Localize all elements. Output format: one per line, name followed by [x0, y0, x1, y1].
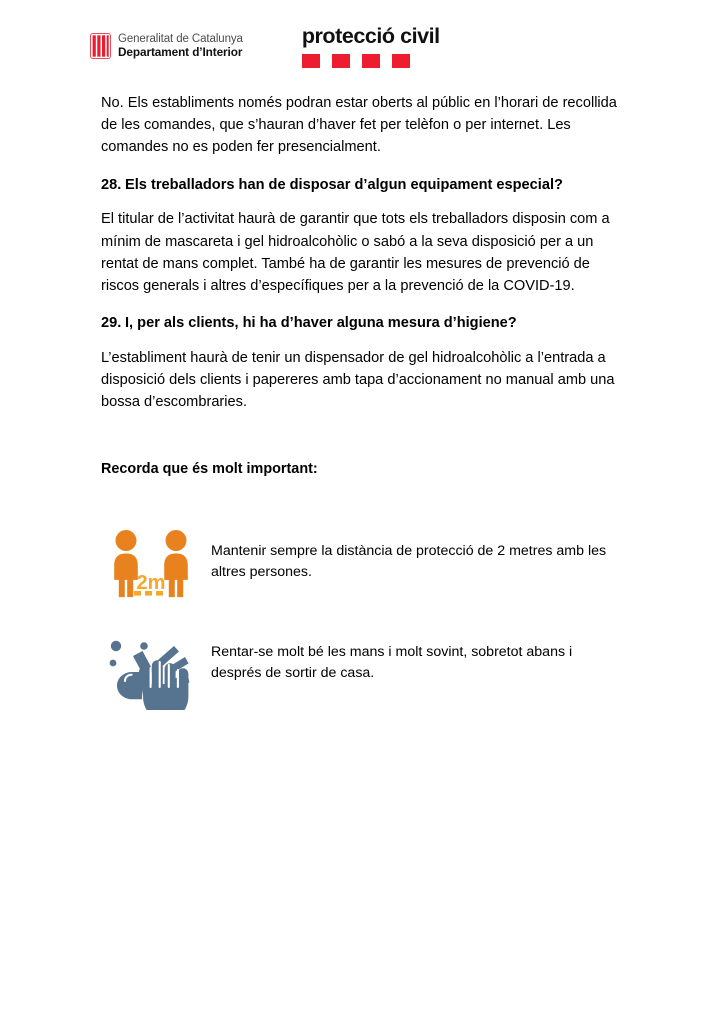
question-text-29: I, per als clients, hi ha d’haver alguna mesura d’higiene? — [125, 315, 517, 332]
proteccio-civil-wordmark: protecció civil — [301, 24, 440, 48]
generalitat-de-catalunya-logo — [90, 26, 243, 63]
answer-paragraph-28: El titular de l’activitat haurà de garantir que tots els treballadors disposin com a mínim de mascareta i gel hidroalcohòlic o sabó a la seva disposició per a un rentat de mans complet. També ha de garantir les mesures de prevenció de riscos generals i altres d’específiques per a la prevenció de la COVID-19. — [101, 211, 610, 294]
question-number-28: 28. — [101, 176, 122, 193]
question-text-28: Els treballadors han de disposar d’algun equipament especial? — [125, 176, 563, 193]
reminder-section-title: Recorda que és molt important: — [101, 461, 318, 477]
generalitat-line-2: Departament d’Interior — [118, 44, 243, 59]
generalitat-line-1: Generalitat de Catalunya — [118, 32, 243, 45]
reminder-tip-distance-text: Mantenir sempre la distància de protecció de 2 metres amb les altres persones. — [211, 543, 607, 581]
reminder-tip-handwashing-text: Rentar-se molt bé les mans i molt sovint, sobretot abans i després de sortir de casa. — [211, 644, 573, 682]
question-number-29: 29. — [101, 315, 122, 332]
proteccio-civil-squares — [302, 54, 440, 68]
distance-label: 2m — [136, 572, 166, 594]
proteccio-civil-logo — [302, 26, 440, 68]
question-heading-29 — [101, 313, 623, 335]
catalonia-shield-icon — [90, 33, 111, 59]
red-square-icon — [362, 54, 380, 68]
document-content — [101, 92, 623, 414]
question-heading-28 — [101, 175, 623, 197]
red-square-icon — [302, 54, 320, 68]
document-header — [90, 26, 630, 74]
answer-paragraph-27: No. Els establiments només podran estar oberts al públic en l’horari de recollida de les comandes, que s’hauran d’haver fet per telèfon o per internet. Les comandes no es poden fer presencialment. — [101, 95, 617, 156]
generalitat-wordmark — [118, 33, 243, 59]
hand-washing-icon — [103, 632, 197, 715]
answer-paragraph-29: L’establiment haurà de tenir un dispensador de gel hidroalcohòlic a l’entrada a disposició dels clients i papereres amb tapa d’accionament no manual amb una bossa d’escombraries. — [101, 349, 615, 411]
red-square-icon — [392, 54, 410, 68]
red-square-icon — [332, 54, 350, 68]
reminder-tip-distance — [108, 528, 611, 605]
reminder-tip-handwashing — [103, 632, 611, 715]
social-distance-2m-icon — [108, 528, 194, 605]
